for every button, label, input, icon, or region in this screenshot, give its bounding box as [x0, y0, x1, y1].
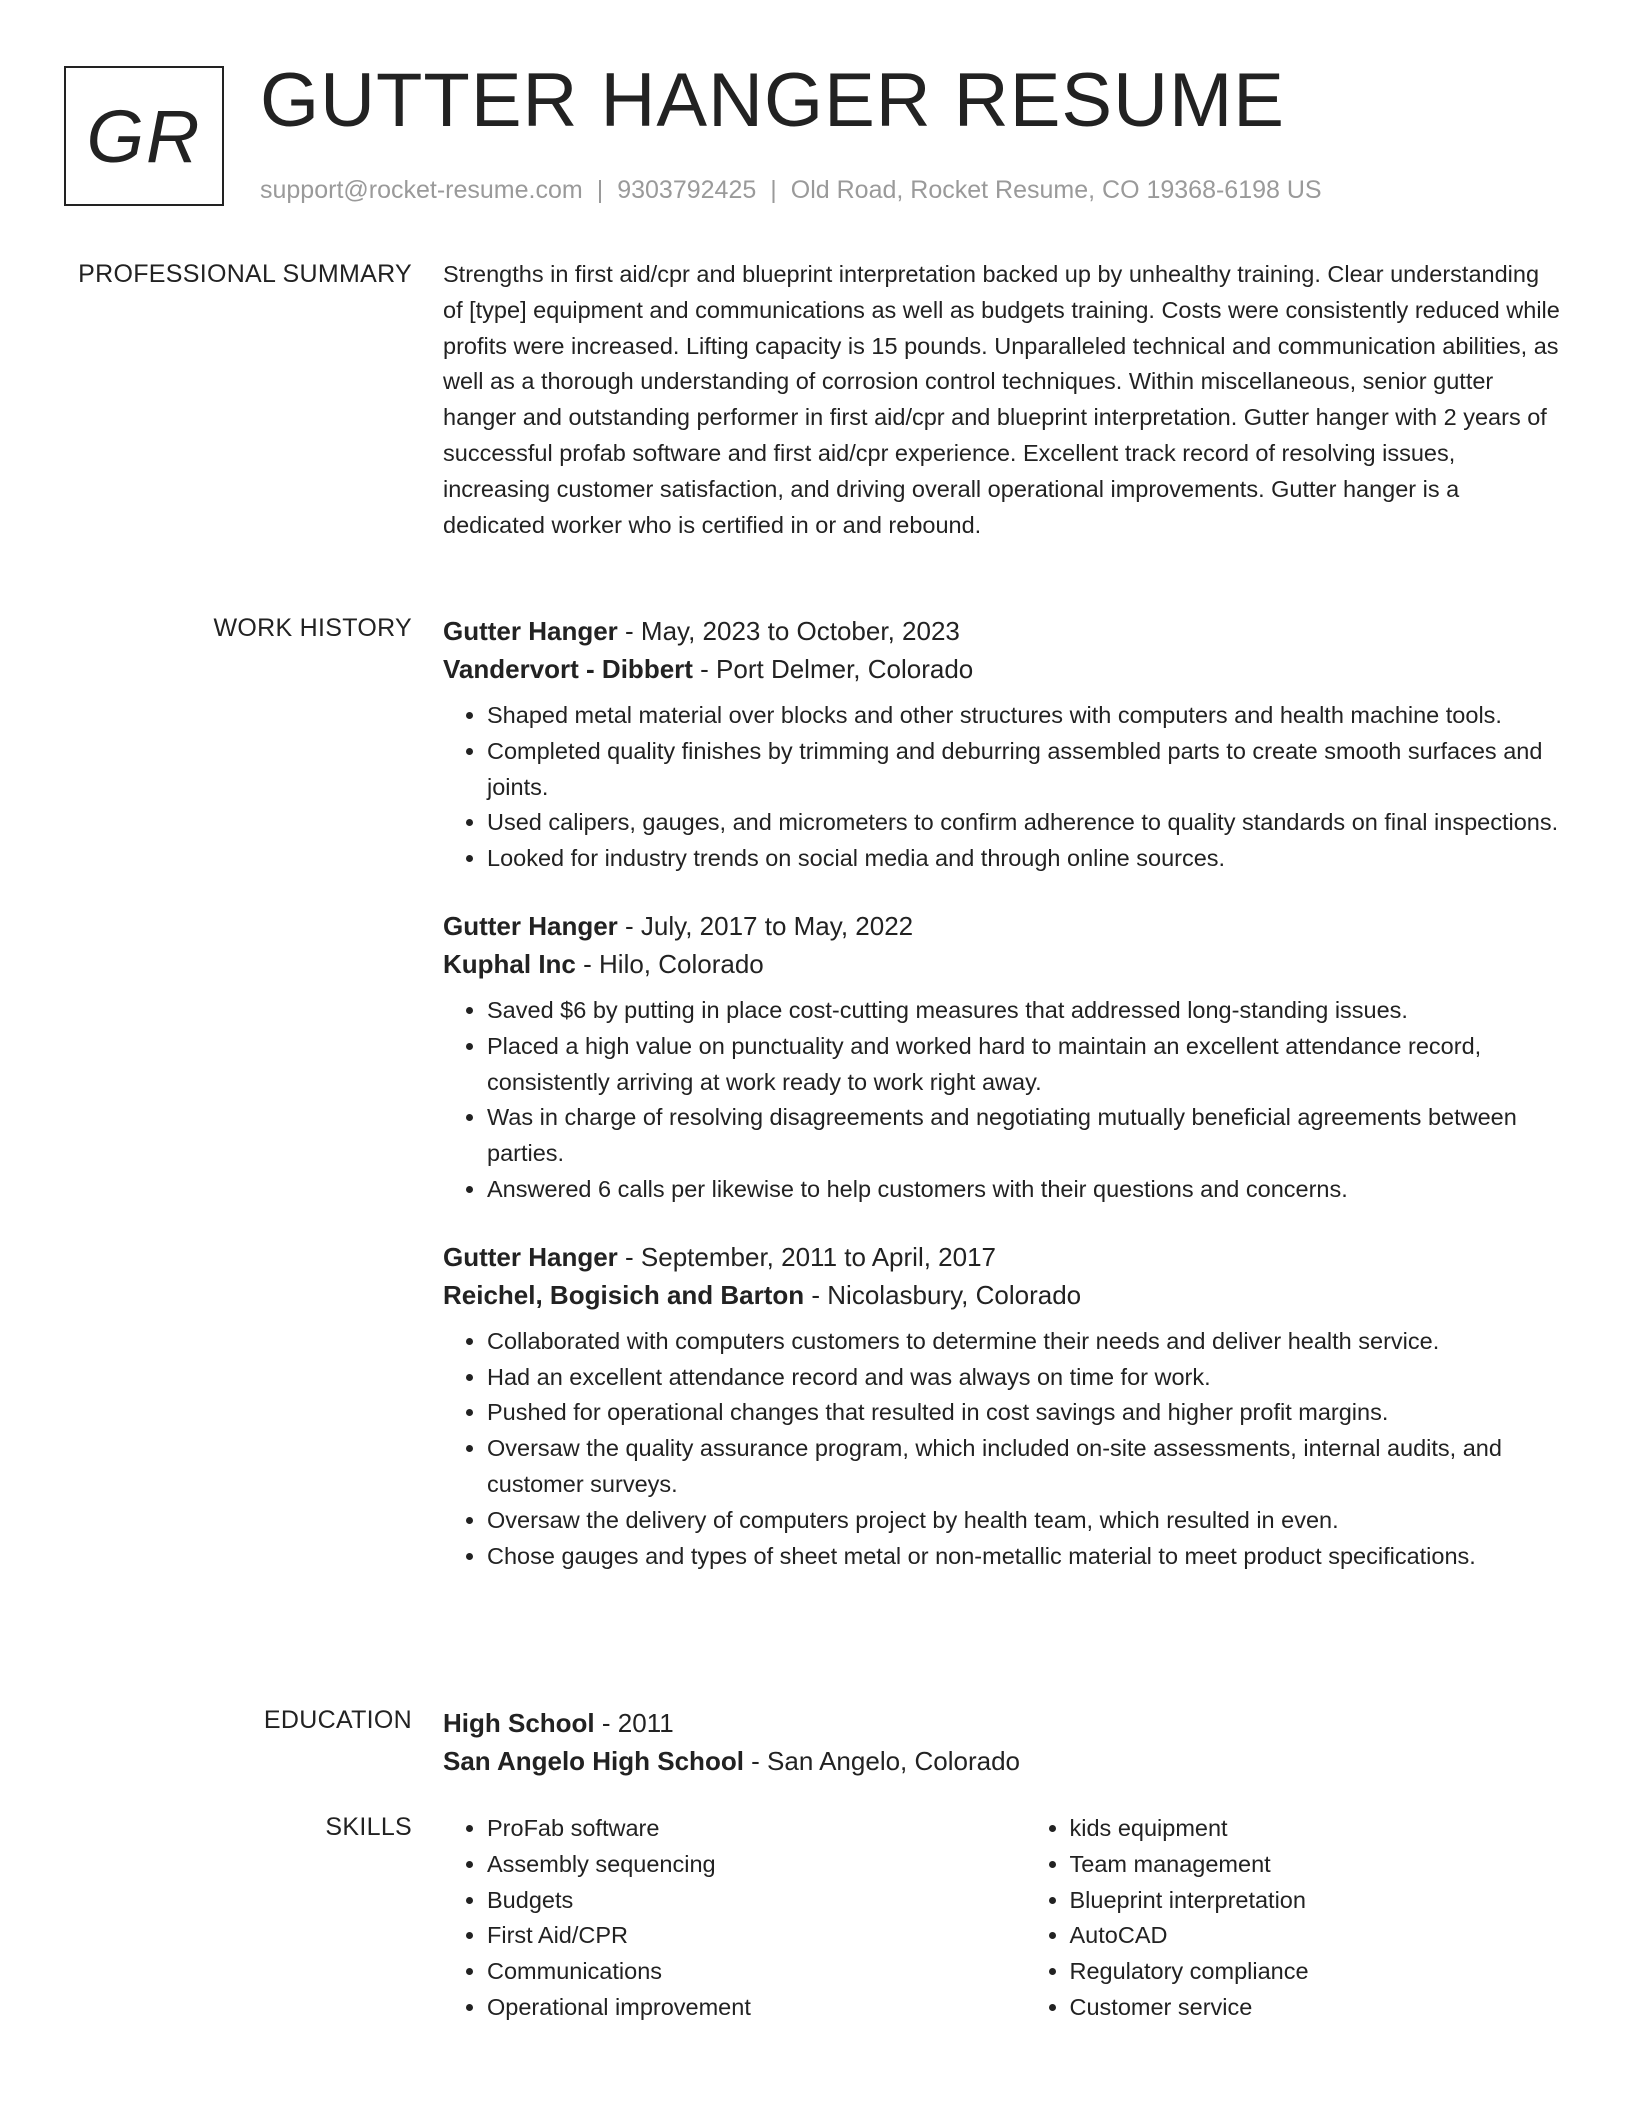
job-entry [443, 1238, 1563, 1575]
education-degree: High School [443, 1708, 595, 1738]
section-title-summary: PROFESSIONAL SUMMARY [78, 260, 412, 288]
job-location: - Port Delmer, Colorado [692, 654, 974, 684]
job-bullet: • Shaped metal material over blocks and other structures with computers and health machine tools. [487, 698, 1563, 734]
job-bullet: • Chose gauges and types of sheet metal or non-metallic material to meet product specifications. [487, 1539, 1563, 1575]
skill-item: • Customer service [1070, 1990, 1564, 2026]
job-dates: - May, 2023 to October, 2023 [617, 616, 960, 646]
job-bullet: • Used calipers, gauges, and micrometers to confirm adherence to quality standards on final inspections. [487, 805, 1563, 841]
skill-item: • Assembly sequencing [487, 1847, 981, 1883]
skill-item: • ProFab software [487, 1811, 981, 1847]
section-title-skills: SKILLS [325, 1813, 412, 1841]
job-bullet: • Answered 6 calls per likewise to help customers with their questions and concerns. [487, 1172, 1563, 1208]
job-company: Vandervort - Dibbert [443, 654, 693, 684]
job-company-line [443, 1276, 1563, 1314]
skill-item: • Blueprint interpretation [1070, 1883, 1564, 1919]
job-entry [443, 907, 1563, 1208]
contact-phone[interactable]: 9303792425 [617, 176, 757, 204]
skill-item: • Team management [1070, 1847, 1564, 1883]
job-bullet: • Had an excellent attendance record and was always on time for work. [487, 1360, 1563, 1396]
job-dates: - July, 2017 to May, 2022 [617, 910, 914, 941]
job-bullets [443, 1324, 1563, 1575]
skills-column-2 [1026, 1811, 1564, 2026]
job-bullet: • Collaborated with computers customers to determine their needs and deliver health service. [487, 1324, 1563, 1360]
job-bullets [443, 993, 1563, 1208]
job-company-line [443, 945, 1563, 983]
job-location: - Nicolasbury, Colorado [804, 1279, 1082, 1310]
job-role: Gutter Hanger [443, 1241, 618, 1272]
job-dates: - September, 2011 to April, 2017 [617, 1241, 997, 1272]
section-title-work-history: WORK HISTORY [213, 614, 412, 642]
job-title-line [443, 1238, 1563, 1276]
job-role: Gutter Hanger [443, 910, 618, 941]
summary-text: Strengths in first aid/cpr and blueprint interpretation backed up by unhealthy training. Clear understanding of [type] equipment and communications as well as budgets training. Costs were consistently reduced while profits were increased. Lifting capacity is 15 pounds. Unparalleled technical and communication abilities, as well as a thorough understanding of corrosion control techniques. Within miscellaneous, senior gutter hanger and outstanding performer in first aid/cpr and blueprint interpretation. Gutter hanger with 2 years of successful profab software and first aid/cpr experience. Excellent track record of resolving issues, increasing customer satisfaction, and driving overall operational improvements. Gutter hanger is a dedicated worker who is certified in or and rebound. [443, 261, 1560, 538]
job-title-line [443, 612, 1563, 650]
job-location: - Hilo, Colorado [575, 948, 764, 979]
job-bullet: • Saved $6 by putting in place cost-cutting measures that addressed long-standing issues. [487, 993, 1563, 1029]
job-bullets [443, 698, 1563, 877]
skill-item: • Regulatory compliance [1070, 1954, 1564, 1990]
education-location: - San Angelo, Colorado [743, 1746, 1021, 1776]
skill-item: • kids equipment [1070, 1811, 1564, 1847]
skills-list [443, 1811, 1563, 2026]
job-bullet: • Oversaw the quality assurance program, which included on-site assessments, internal audits, and customer surveys. [487, 1431, 1563, 1503]
education-year: - 2011 [594, 1708, 674, 1738]
job-bullet: • Completed quality finishes by trimming and deburring assembled parts to create smooth surfaces and joints. [487, 734, 1563, 806]
skill-item: • First Aid/CPR [487, 1918, 981, 1954]
skill-item: • AutoCAD [1070, 1918, 1564, 1954]
job-bullet: • Placed a high value on punctuality and worked hard to maintain an excellent attendance record, consistently arriving at work ready to work right away. [487, 1029, 1563, 1101]
job-bullet: • Pushed for operational changes that resulted in cost savings and higher profit margins. [487, 1395, 1563, 1431]
job-company: Kuphal Inc [443, 948, 576, 979]
skill-item: • Operational improvement [487, 1990, 981, 2026]
skills-column-1 [443, 1811, 981, 2026]
job-role: Gutter Hanger [443, 616, 618, 646]
skill-item: • Budgets [487, 1883, 981, 1919]
job-bullet: • Was in charge of resolving disagreements and negotiating mutually beneficial agreements between parties. [487, 1100, 1563, 1172]
contact-email[interactable]: support@rocket-resume.com [260, 176, 583, 204]
contact-line [260, 174, 1322, 206]
education-degree-line [443, 1704, 1563, 1742]
contact-separator: | [770, 176, 777, 204]
contact-separator: | [596, 176, 604, 204]
resume-title: GUTTER HANGER RESUME [260, 58, 1285, 143]
contact-address: Old Road, Rocket Resume, CO 19368-6198 US [790, 176, 1322, 204]
skill-item: • Communications [487, 1954, 981, 1990]
education-school: San Angelo High School [443, 1746, 744, 1776]
section-title-education: EDUCATION [263, 1706, 412, 1734]
job-company-line [443, 650, 1563, 688]
education-school-line [443, 1742, 1563, 1780]
job-entry [443, 612, 1563, 877]
monogram-badge: GR [64, 66, 224, 206]
job-bullet: • Looked for industry trends on social media and through online sources. [487, 841, 1563, 877]
job-bullet: • Oversaw the delivery of computers project by health team, which resulted in even. [487, 1503, 1563, 1539]
job-title-line [443, 907, 1563, 945]
job-company: Reichel, Bogisich and Barton [443, 1279, 805, 1310]
